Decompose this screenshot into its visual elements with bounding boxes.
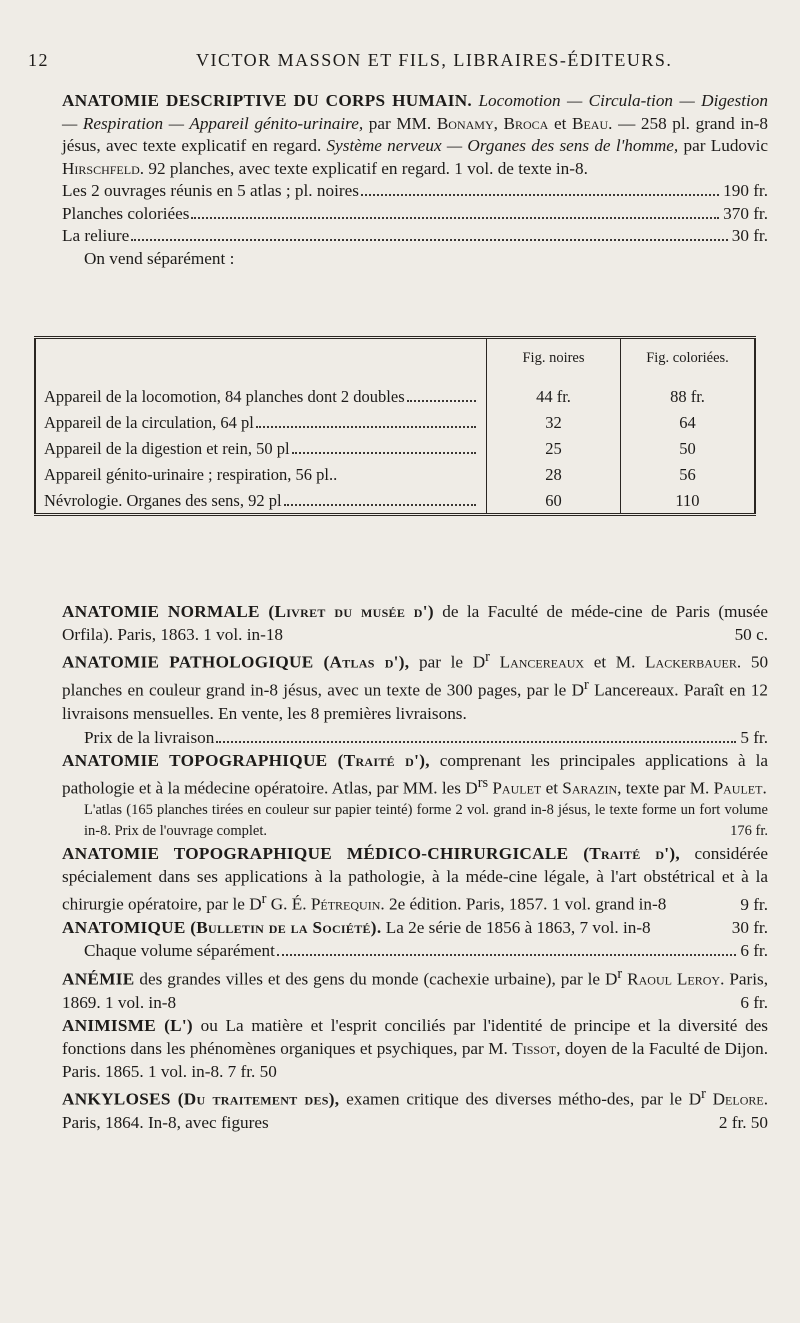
price-line	[62, 225, 768, 248]
price-line	[62, 180, 768, 203]
leader-dots	[277, 954, 736, 956]
entry-text: . Paris, 1869. 1 vol. in-8	[62, 969, 769, 1012]
entry-text: . Paris, 1864. In-8, avec figures	[62, 1090, 768, 1133]
table-row	[35, 435, 755, 461]
table-cell-label	[35, 409, 487, 435]
author-name: Tissot	[512, 1038, 557, 1058]
price-label: La reliure	[62, 226, 130, 245]
author-name: Lancereaux	[499, 653, 585, 673]
author-name: Broca	[503, 113, 549, 133]
table-cell: 110	[621, 487, 756, 515]
price-amount: 370 fr.	[723, 203, 768, 223]
row-label: Appareil de la digestion et rein, 50 pl	[44, 439, 290, 458]
leader-dots	[361, 194, 719, 196]
entry-note	[62, 800, 768, 842]
author-name: Delore	[712, 1090, 764, 1110]
entry-headword: ANATOMIE TOPOGRAPHIQUE (Traité d'),	[62, 750, 430, 770]
price-amount: 9 fr.	[740, 895, 768, 914]
leader-dots	[191, 217, 719, 219]
entry-subtitle: Locomotion — Circula-tion — Digestion — Respiration — Appareil génito-urinaire,	[62, 91, 768, 133]
superscript: r	[584, 677, 589, 694]
price-amount: 190 fr.	[723, 181, 768, 200]
table-cell-label	[35, 461, 487, 487]
entry-text: et	[541, 778, 563, 798]
note-text: L'atlas (165 planches tirées en couleur sur papier teinté) forme 2 vol. grand in-8 jésus, le texte forme un fort volume in-8. Prix de l'ouvrage complet.	[84, 801, 768, 839]
table-cell: 88 fr.	[621, 377, 756, 409]
entry-animisme	[62, 1014, 768, 1084]
price-label: Chaque volume séparément	[84, 941, 275, 961]
entry-headword: ANATOMIE NORMALE (Livret du musée d')	[62, 602, 434, 621]
entry-headword: ANÉMIE	[62, 969, 135, 989]
table-cell: 56	[621, 461, 756, 487]
price-amount: 30 fr.	[731, 918, 768, 938]
superscript: r	[701, 1086, 706, 1103]
entry-text: des grandes villes et des gens du monde (cachexie urbaine), par le D	[134, 969, 618, 989]
text-fragment: . — 258 pl. grand in-8 jésus, avec texte explicatif en regard.	[62, 113, 769, 155]
text-fragment: par MM.	[363, 113, 437, 133]
page-number: 12	[28, 50, 49, 70]
price-line	[62, 939, 768, 962]
entry-anatomie-pathologique	[62, 646, 768, 725]
entry-anatomie-topographique: ANATOMIE TOPOGRAPHIQUE (Traité d'), comprenant les principales applications à la pathologie et à la médecine opératoire. Atlas, par MM. les $D^{rs}$ Paulet et Sarazin, texte par M. Paulet.	[62, 750, 768, 798]
leader-dots	[292, 452, 476, 454]
row-label: Névrologie. Organes des sens, 92 pl	[44, 491, 282, 510]
leader-dots	[131, 239, 727, 241]
running-head: VICTOR MASSON ET FILS, LIBRAIRES-ÉDITEURS.	[196, 50, 673, 70]
superscript: rs	[477, 774, 489, 791]
column-header: Fig. noires	[487, 338, 621, 378]
price-amount: 6 fr.	[740, 992, 768, 1012]
table-cell: 50	[621, 435, 756, 461]
table-cell: 32	[487, 409, 621, 435]
entry-text: considérée spécialement dans ses applications à la pathologie, à la méde-cine légale, à l'art obstétrical et à la chirurgie opératoire, par le D	[62, 843, 769, 914]
table-cell: 25	[487, 435, 621, 461]
entry-title: Système nerveux — Organes des sens de l'homme,	[326, 136, 679, 155]
author-name: Sarazin	[562, 778, 618, 798]
row-label: Appareil de la locomotion, 84 planches dont 2 doubles	[44, 387, 405, 406]
text-fragment: et	[548, 113, 573, 133]
price-amount: 6 fr.	[740, 941, 768, 961]
entry-text: par le D	[409, 653, 486, 673]
entry-text: de la Faculté de méde-cine de Paris (musée Orfila). Paris, 1863. 1 vol. in-18	[62, 602, 768, 645]
entry-text: La 2e série de 1856 à 1863, 7 vol. in-8	[381, 918, 651, 938]
entry-text: , texte par M.	[617, 778, 714, 798]
entry-text: , doyen de la Faculté de Dijon. Paris. 1865. 1 vol. in-8. 7 fr. 50	[62, 1038, 769, 1082]
leader-dots	[216, 741, 736, 743]
author-name: Beau	[572, 113, 609, 133]
table-row	[35, 461, 755, 487]
author-name: Paulet	[492, 778, 542, 798]
entry-anatomie-descriptive	[62, 90, 768, 270]
price-amount: 5 fr.	[740, 727, 768, 747]
author-name: Lackerbauer	[645, 653, 737, 673]
price-amount: 2 fr. 50	[718, 1113, 768, 1133]
table-row	[35, 409, 755, 435]
table-cell: 28	[487, 461, 621, 487]
price-label: Les 2 ouvrages réunis en 5 atlas ; pl. noires	[62, 181, 359, 200]
entry-text: . 2e édition. Paris, 1857. 1 vol. grand in-8	[380, 894, 667, 914]
leader-dots	[284, 504, 476, 506]
price-label: Planches coloriées	[62, 203, 190, 223]
row-label: Appareil génito-urinaire ; respiration, 56 pl..	[44, 465, 338, 484]
table-cell-label	[35, 377, 487, 409]
price-line	[62, 203, 768, 226]
table-header-blank	[35, 338, 487, 378]
price-amount: 50 c.	[734, 625, 768, 645]
entry-text	[62, 90, 768, 180]
entry-text: examen critique des diverses métho-des, par le D	[339, 1090, 702, 1110]
author-name: Pétrequin	[310, 894, 381, 914]
price-line	[62, 726, 768, 749]
author-name: Bonamy	[436, 113, 494, 133]
table-header-row	[35, 338, 755, 378]
superscript: r	[261, 891, 267, 908]
text-fragment: ,	[493, 113, 504, 133]
table-cell: 64	[621, 409, 756, 435]
superscript: r	[617, 965, 623, 982]
superscript: r	[485, 649, 490, 666]
price-label: Prix de la livraison	[84, 727, 215, 747]
table-cell-label	[35, 435, 487, 461]
entry-text: G. É.	[266, 894, 311, 914]
column-header: Fig. coloriées.	[621, 338, 756, 378]
leader-dots	[256, 426, 476, 428]
table-row	[35, 377, 755, 409]
table-cell: 44 fr.	[487, 377, 621, 409]
author-name: Raoul Leroy	[627, 969, 721, 989]
table-cell: 60	[487, 487, 621, 515]
author-name: Paulet	[713, 778, 763, 798]
leader-dots	[407, 400, 476, 402]
entry-text: . 50 planches en couleur grand in-8 jésus, avec un texte de 300 pages, par le D	[62, 653, 769, 701]
catalog-entries	[62, 600, 768, 1135]
entry-text: comprenant les principales applications à la pathologie et à la médecine opératoire. Atlas, par MM. les D	[62, 750, 768, 798]
entry-headword: ANATOMIE TOPOGRAPHIQUE MÉDICO-CHIRURGICALE (Traité d'),	[62, 843, 680, 863]
plates-price-table	[34, 336, 756, 516]
entry-headword: ANKYLOSES (Du traitement des),	[62, 1090, 340, 1110]
entry-anatomie-medico-chirurgicale	[62, 842, 768, 916]
text-fragment: par Ludovic	[678, 136, 768, 155]
entry-headword: ANATOMIQUE (Bulletin de la Société).	[62, 918, 382, 938]
entry-headword: ANIMISME (L')	[62, 1015, 193, 1035]
entry-headword: ANATOMIE DESCRIPTIVE DU CORPS HUMAIN.	[62, 91, 473, 110]
separately-note: On vend séparément :	[84, 248, 235, 268]
price-amount: 30 fr.	[731, 226, 768, 245]
table-row	[35, 487, 755, 515]
row-label: Appareil de la circulation, 64 pl	[44, 413, 254, 432]
entry-text: et M.	[584, 653, 646, 673]
text-fragment: . 92 planches, avec texte explicatif en regard. 1 vol. de texte in-8.	[139, 158, 588, 178]
entry-headword: ANATOMIE PATHOLOGIQUE (Atlas d'),	[62, 653, 410, 673]
entry-text: Lancereaux. Paraît en 12 livraisons mensuelles. En vente, les 8 premières livraisons.	[62, 681, 768, 724]
author-name: Hirschfeld	[62, 158, 140, 178]
table-cell-label	[35, 487, 487, 515]
entry-text: ou La matière et l'esprit conciliés par l'identité de principe et la diversité des fonctions dans les phénomènes organiques et psychiques, par M.	[62, 1015, 768, 1058]
price-amount: 176 fr.	[730, 822, 768, 839]
